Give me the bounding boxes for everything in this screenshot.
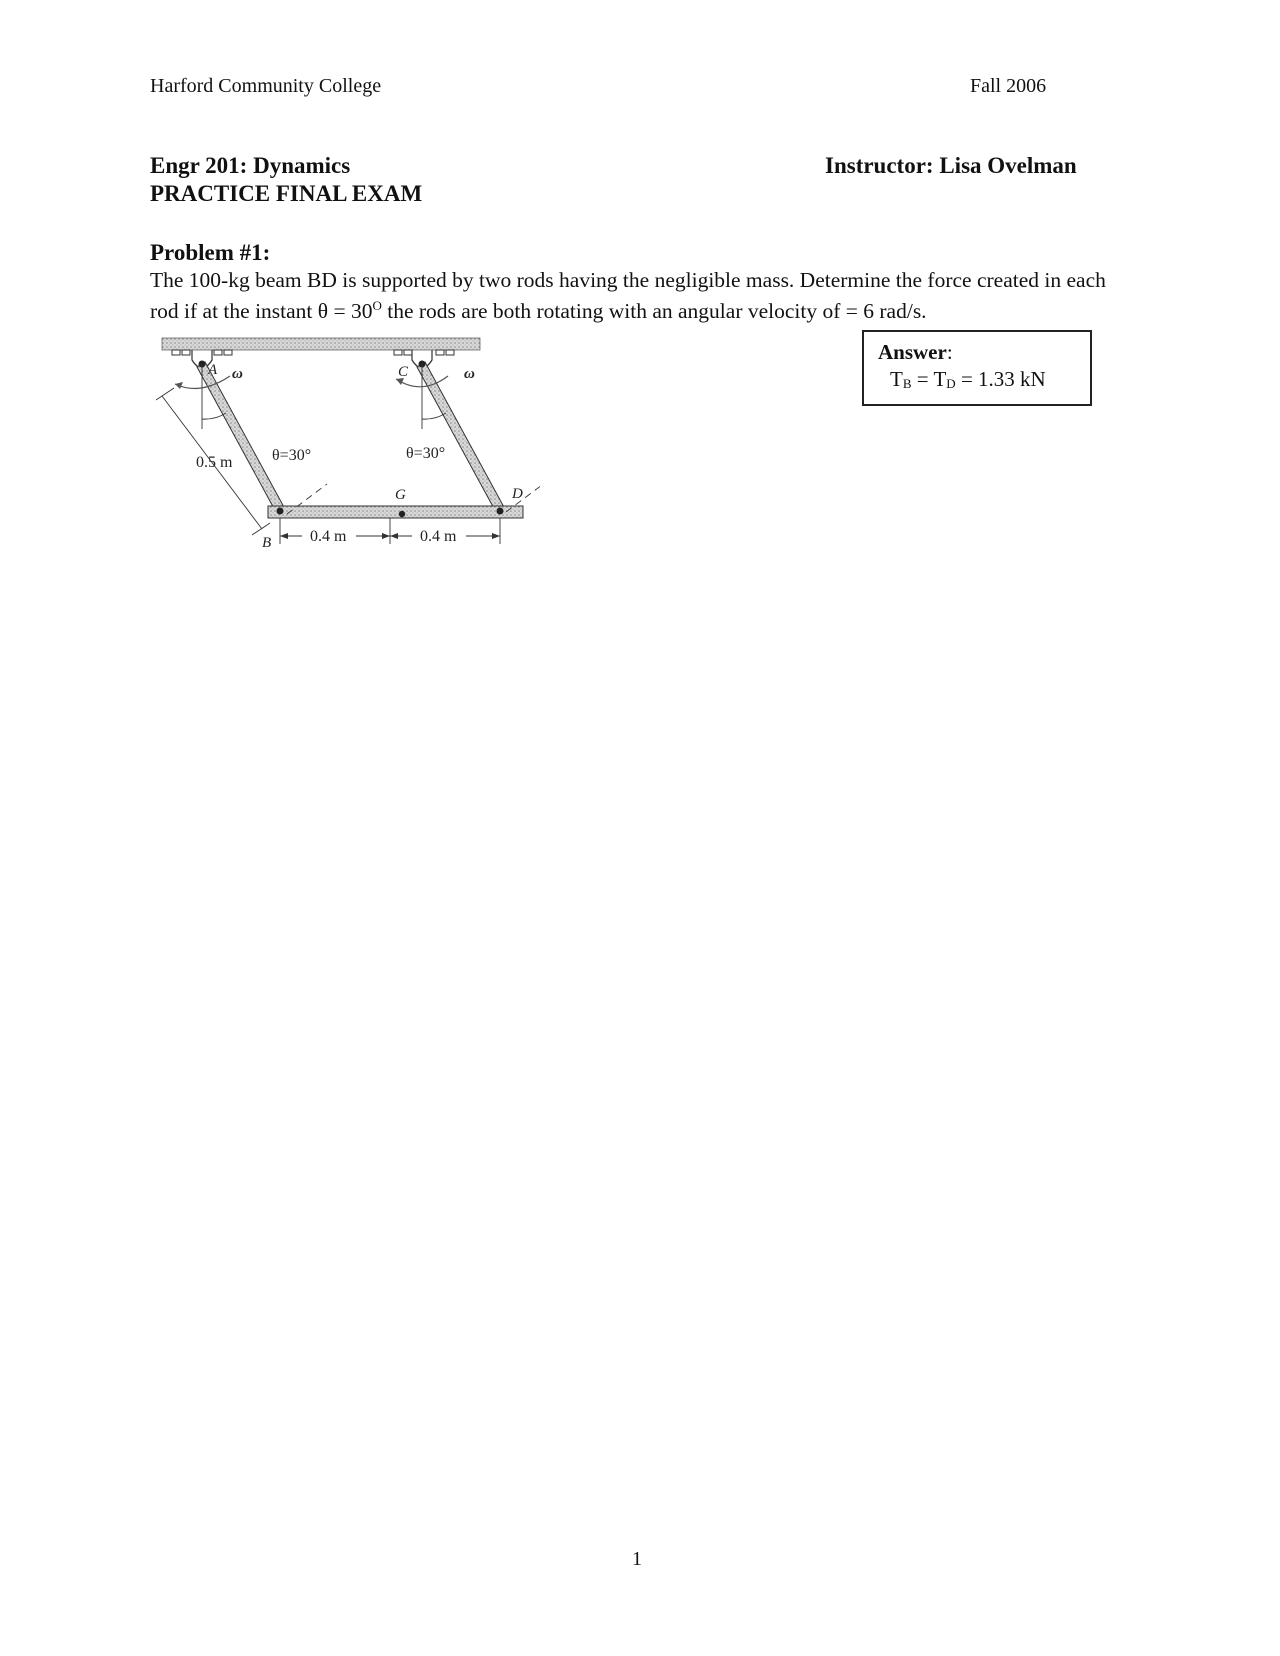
tension-symbol-b: T: [890, 367, 903, 391]
answer-box: [862, 330, 1092, 406]
exam-title: PRACTICE FINAL EXAM: [150, 181, 423, 206]
dimension-label-right: 0.4 m: [420, 528, 457, 545]
answer-value: 1.33 kN: [978, 367, 1046, 391]
label-b: B: [262, 535, 272, 551]
term-label: Fall 2006: [970, 75, 1047, 97]
answer-equation: [878, 367, 1076, 392]
answer-label: Answer: [878, 340, 947, 364]
dimension-label-left: 0.4 m: [310, 528, 347, 545]
pin-b: [277, 508, 284, 515]
subscript-b: B: [902, 376, 912, 391]
rod-length-label: 0.5 m: [196, 454, 233, 471]
dimension-tick-bottom: [252, 523, 270, 535]
omega-label-left: ω: [232, 366, 243, 382]
label-g: G: [395, 487, 406, 503]
dim-arrow-2: [382, 533, 390, 539]
degree-mark: O: [372, 298, 382, 313]
problem-text-part2: the rods are both rotating with an angular velocity of = 6 rad/s.: [381, 299, 927, 324]
ceiling: [162, 338, 480, 350]
instructor-name: Instructor: Lisa Ovelman: [825, 153, 1077, 178]
dim-arrow-3: [390, 533, 398, 539]
rod-ab: [197, 362, 285, 514]
equals-1: =: [911, 367, 934, 391]
problem-text-part1: The 100-kg beam BD is supported by two rods having the negligible mass. Determine the force created in each rod if at the instant θ = 30: [150, 268, 1106, 324]
theta-label-left: θ=30°: [272, 447, 312, 464]
dim-arrow-4: [492, 533, 500, 539]
dim-arrow-1: [280, 533, 288, 539]
institution-name: Harford Community College: [150, 75, 382, 97]
omega-arrowhead-left: [175, 382, 183, 389]
course-title: Engr 201: Dynamics: [150, 153, 351, 178]
problem-heading: Problem #1:: [150, 240, 271, 265]
problem-statement: [150, 267, 1110, 324]
equals-2: =: [955, 367, 979, 391]
label-c: C: [398, 364, 409, 380]
answer-colon: :: [946, 340, 953, 364]
label-a: A: [208, 362, 218, 378]
tension-symbol-d: T: [933, 367, 947, 391]
dimension-tick-top: [156, 388, 174, 400]
theta-label-right: θ=30°: [406, 445, 446, 462]
omega-label-right: ω: [464, 366, 475, 382]
center-of-mass: [399, 511, 405, 517]
page-number: 1: [632, 1548, 642, 1570]
subscript-d: D: [946, 376, 956, 391]
label-d: D: [512, 486, 523, 502]
beam-rod-figure: [150, 334, 540, 559]
pin-d: [497, 508, 504, 515]
beam-bd: [268, 506, 523, 518]
